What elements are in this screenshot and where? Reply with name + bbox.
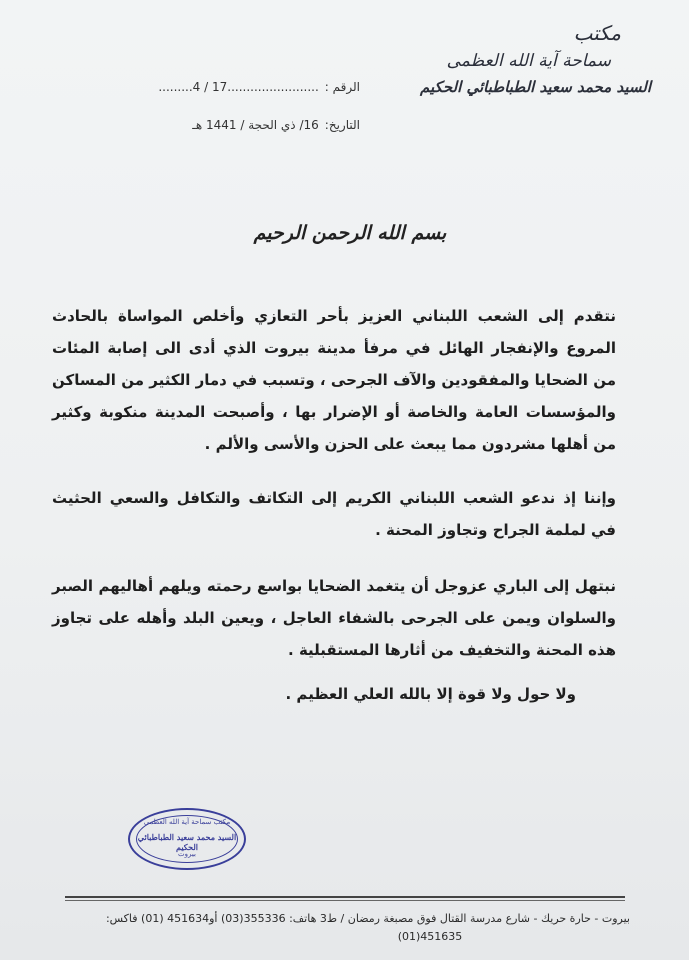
closing-line: ولا حول ولا قوة إلا بالله العلي العظيم . xyxy=(285,685,576,703)
reference-date-label: التاريخ: xyxy=(324,118,360,132)
footer-address xyxy=(70,910,630,946)
stamp-line-3: بيروت xyxy=(178,850,196,858)
stamp-line-2: السيد محمد سعيد الطباطبائي الحكيم xyxy=(137,832,237,852)
office-seal-stamp xyxy=(128,808,246,870)
paragraph-call: وإننا إذ ندعو الشعب اللبناني الكريم إلى التكاتف والتكافل والسعي الحثيث في لملمة الجراح وتجاوز المحنة . xyxy=(52,489,616,539)
office-name: السيد محمد سعيد الطباطبائي الحكيم xyxy=(420,78,651,96)
footer-divider xyxy=(65,896,625,898)
reference-date-value: 16/ ذي الحجة / 1441 هـ xyxy=(192,118,319,132)
footer-divider-thin xyxy=(65,900,625,901)
footer-address-line: بيروت - حارة حريك - شارع مدرسة القتال فوق مصبغة رمضان / ط3 هاتف: 355336(03) أو451634 (01) فاكس: xyxy=(105,912,630,925)
letter-body xyxy=(52,300,616,710)
reference-date-row xyxy=(140,106,360,144)
footer-fax-line: (01)451635 xyxy=(397,930,463,943)
office-label: مكتب xyxy=(573,21,621,45)
basmala: بسم الله الرحمن الرحيم xyxy=(253,222,447,244)
office-title: سماحة آية الله العظمى xyxy=(446,51,611,71)
paragraph-prayer: نبتهل إلى الباري عزوجل أن يتغمد الضحايا بواسع رحمته ويلهم أهاليهم الصبر والسلوان ويمن على الجرحى بالشفاء العاجل ، ويعين البلد وأهله على تجاوز هذه المحنة والتخفيف من أثارها المستقبلية . xyxy=(52,577,616,659)
office-letterhead xyxy=(381,18,651,118)
reference-block xyxy=(140,68,360,144)
reference-number-row xyxy=(140,68,360,106)
paragraph-condolence: نتقدم إلى الشعب اللبناني العزيز بأحر التعازي وأخلص المواساة بالحادث المروع والإنفجار الهائل في مرفأ مدينة بيروت الذي أدى الى إصابة المئات من الضحايا والمفقودين والآف الجرحى ، وتسبب في دمار الكثير من المساكن والمؤسسات العامة والخاصة أو الإضرار بها ، وأصبحت المدينة منكوبة وكثير من أهلها مشردون مما يبعث على الحزن والأسى والألم . xyxy=(52,307,616,453)
stamp-line-1: مكتب سماحة آية الله العظمى xyxy=(143,818,231,826)
reference-number-label: الرقم : xyxy=(324,80,360,94)
reference-number-value: .........4 / 17........................ xyxy=(158,80,319,94)
